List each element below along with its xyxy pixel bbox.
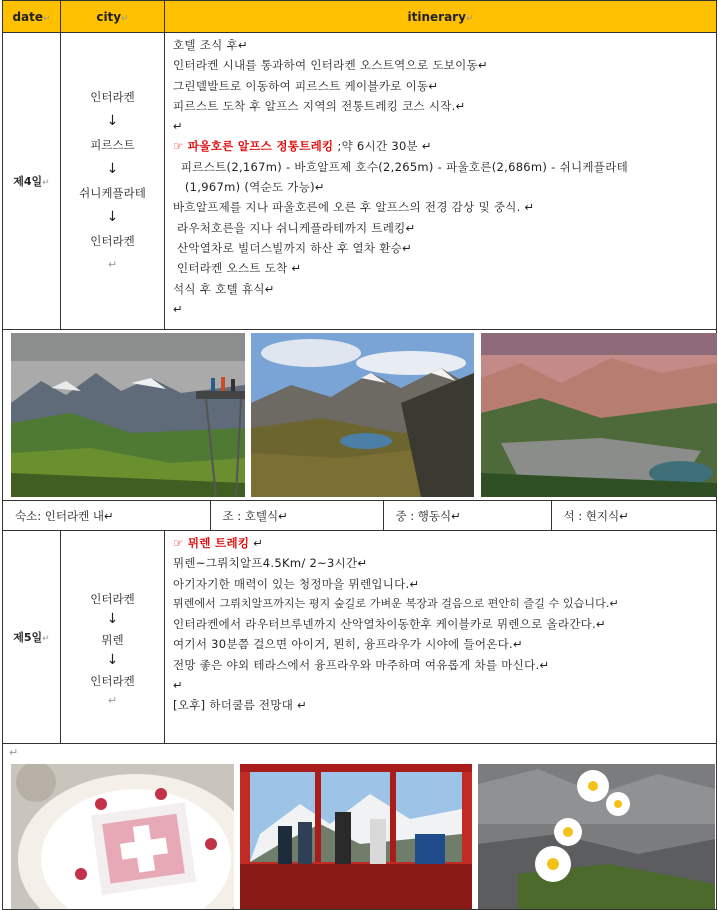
day4-itinerary <box>165 33 717 330</box>
header-date: date↵ <box>3 1 61 33</box>
down-arrow-icon: ↓ <box>106 652 119 668</box>
itinerary-line: 피르스트 도착 후 알프스 지역의 전통트레킹 코스 시작.↵ <box>173 98 466 113</box>
lunch-info: 중 : 행동식↵ <box>383 501 551 530</box>
city-item: 쉬니케플라테 <box>79 186 146 200</box>
paragraph-mark: ↵ <box>9 746 19 759</box>
day5-itinerary <box>165 531 717 744</box>
highlight-title: ☞ 뮈렌 트레킹 <box>173 536 250 550</box>
day4-cities <box>61 33 165 330</box>
itinerary-line: ↵ <box>173 119 183 134</box>
day5-row <box>3 531 717 744</box>
day4-highlight <box>173 136 716 156</box>
header-city: city↵ <box>61 1 165 33</box>
itinerary-line: (1,967m) (역순도 가능)↵ <box>173 180 325 195</box>
itinerary-line: ↵ <box>173 678 183 693</box>
down-arrow-icon: ↓ <box>106 161 119 177</box>
day5-photo-row <box>3 744 717 910</box>
swiss-cake-photo <box>11 764 234 909</box>
paragraph-mark: ↵ <box>107 258 118 271</box>
header-itinerary: itinerary↵ <box>165 1 717 33</box>
city-item: 뮈렌 <box>101 632 124 647</box>
meals-table <box>3 501 717 530</box>
itinerary-line: 아기자기한 매력이 있는 청정마을 뮈렌입니다.↵ <box>173 576 420 591</box>
itinerary-line: 인터라켄 시내를 통과하여 인터라켄 오스트역으로 도보이동↵ <box>173 58 488 73</box>
itinerary-line: 여기서 30분쯤 걸으면 아이거, 묀히, 융프라우가 시야에 들어온다.↵ <box>173 637 523 652</box>
alpine-flower-photo <box>478 764 715 909</box>
meals-row <box>3 501 717 531</box>
lodging-info: 숙소: 인터라켄 내↵ <box>3 501 210 530</box>
itinerary-line: 인터라켄에서 라우터브루넨까지 산악열차이동한후 케이블카로 뮈렌으로 올라간다.↵ <box>173 617 606 632</box>
itinerary-line: ↵ <box>173 301 183 316</box>
itinerary-line: 뮈렌에서 그뤼치알프까지는 평지 숲길로 가벼운 복장과 걸음으로 편안히 즐길 수 있습니다.↵ <box>173 596 619 610</box>
city-item: 인터라켄 <box>90 591 135 606</box>
paragraph-mark: ↵ <box>107 694 118 707</box>
city-item: 피르스트 <box>90 138 135 152</box>
interlaken-valley-photo <box>481 333 717 497</box>
highlight-mark: ↵ <box>249 536 264 550</box>
dinner-info: 석 : 현지식↵ <box>563 508 629 523</box>
itinerary-line: 석식 후 호텔 휴식↵ <box>173 281 275 296</box>
day4-label: 제4일↵ <box>3 33 61 330</box>
down-arrow-icon: ↓ <box>106 611 119 627</box>
day5-label: 제5일↵ <box>3 531 61 744</box>
highlight-title: ☞ 파울호른 알프스 정통트레킹 <box>173 139 334 154</box>
itinerary-line: 라우처호른을 지나 쉬니케플라테까지 트레킹↵ <box>173 220 416 235</box>
itinerary-line: 산악열차로 빌더스빌까지 하산 후 열차 환승↵ <box>173 240 413 255</box>
city-item: 인터라켄 <box>90 90 135 104</box>
alpine-lake-photo <box>251 333 474 497</box>
day4-photos <box>3 330 717 501</box>
day5-highlight <box>173 533 716 553</box>
cable-car-group-photo <box>240 764 472 909</box>
city-item: 인터라켄 <box>90 673 135 688</box>
day5-cities <box>61 531 165 744</box>
mountain-viewpoint-photo <box>11 333 245 497</box>
itinerary-line: 바흐알프제를 지나 파울호른에 오른 후 알프스의 전경 감상 및 중식. ↵ <box>173 200 535 215</box>
day5-photos <box>3 744 717 910</box>
itinerary-line: 전망 좋은 야외 테라스에서 융프라우와 마주하며 여유롭게 차를 마신다.↵ <box>173 657 550 672</box>
down-arrow-icon: ↓ <box>106 209 119 225</box>
itinerary-line: 그린델발트로 이동하여 피르스트 케이블카로 이동↵ <box>173 78 439 93</box>
itinerary-line: 인터라켄 오스트 도착 ↵ <box>173 261 302 276</box>
itinerary-table <box>2 0 717 910</box>
day4-photo-row <box>3 330 717 501</box>
breakfast-info: 조 : 호텔식↵ <box>210 501 383 530</box>
day4-row <box>3 33 717 330</box>
itinerary-line: 호텔 조식 후↵ <box>173 38 248 52</box>
down-arrow-icon: ↓ <box>106 113 119 129</box>
itinerary-line: [오후] 하더쿨름 전망대 ↵ <box>173 698 308 713</box>
meals-cell <box>3 501 717 531</box>
table-header-row <box>3 1 717 33</box>
city-item: 인터라켄 <box>90 234 135 248</box>
highlight-duration: ;약 6시간 30분 ↵ <box>333 139 432 154</box>
itinerary-line: 뮈렌~그뤼치알프4.5Km/ 2~3시간↵ <box>173 556 368 571</box>
itinerary-line: 피르스트(2,167m) - 바흐알프제 호수(2,265m) - 파울호른(2,686m) - 쉬니케플라테 <box>173 159 629 174</box>
